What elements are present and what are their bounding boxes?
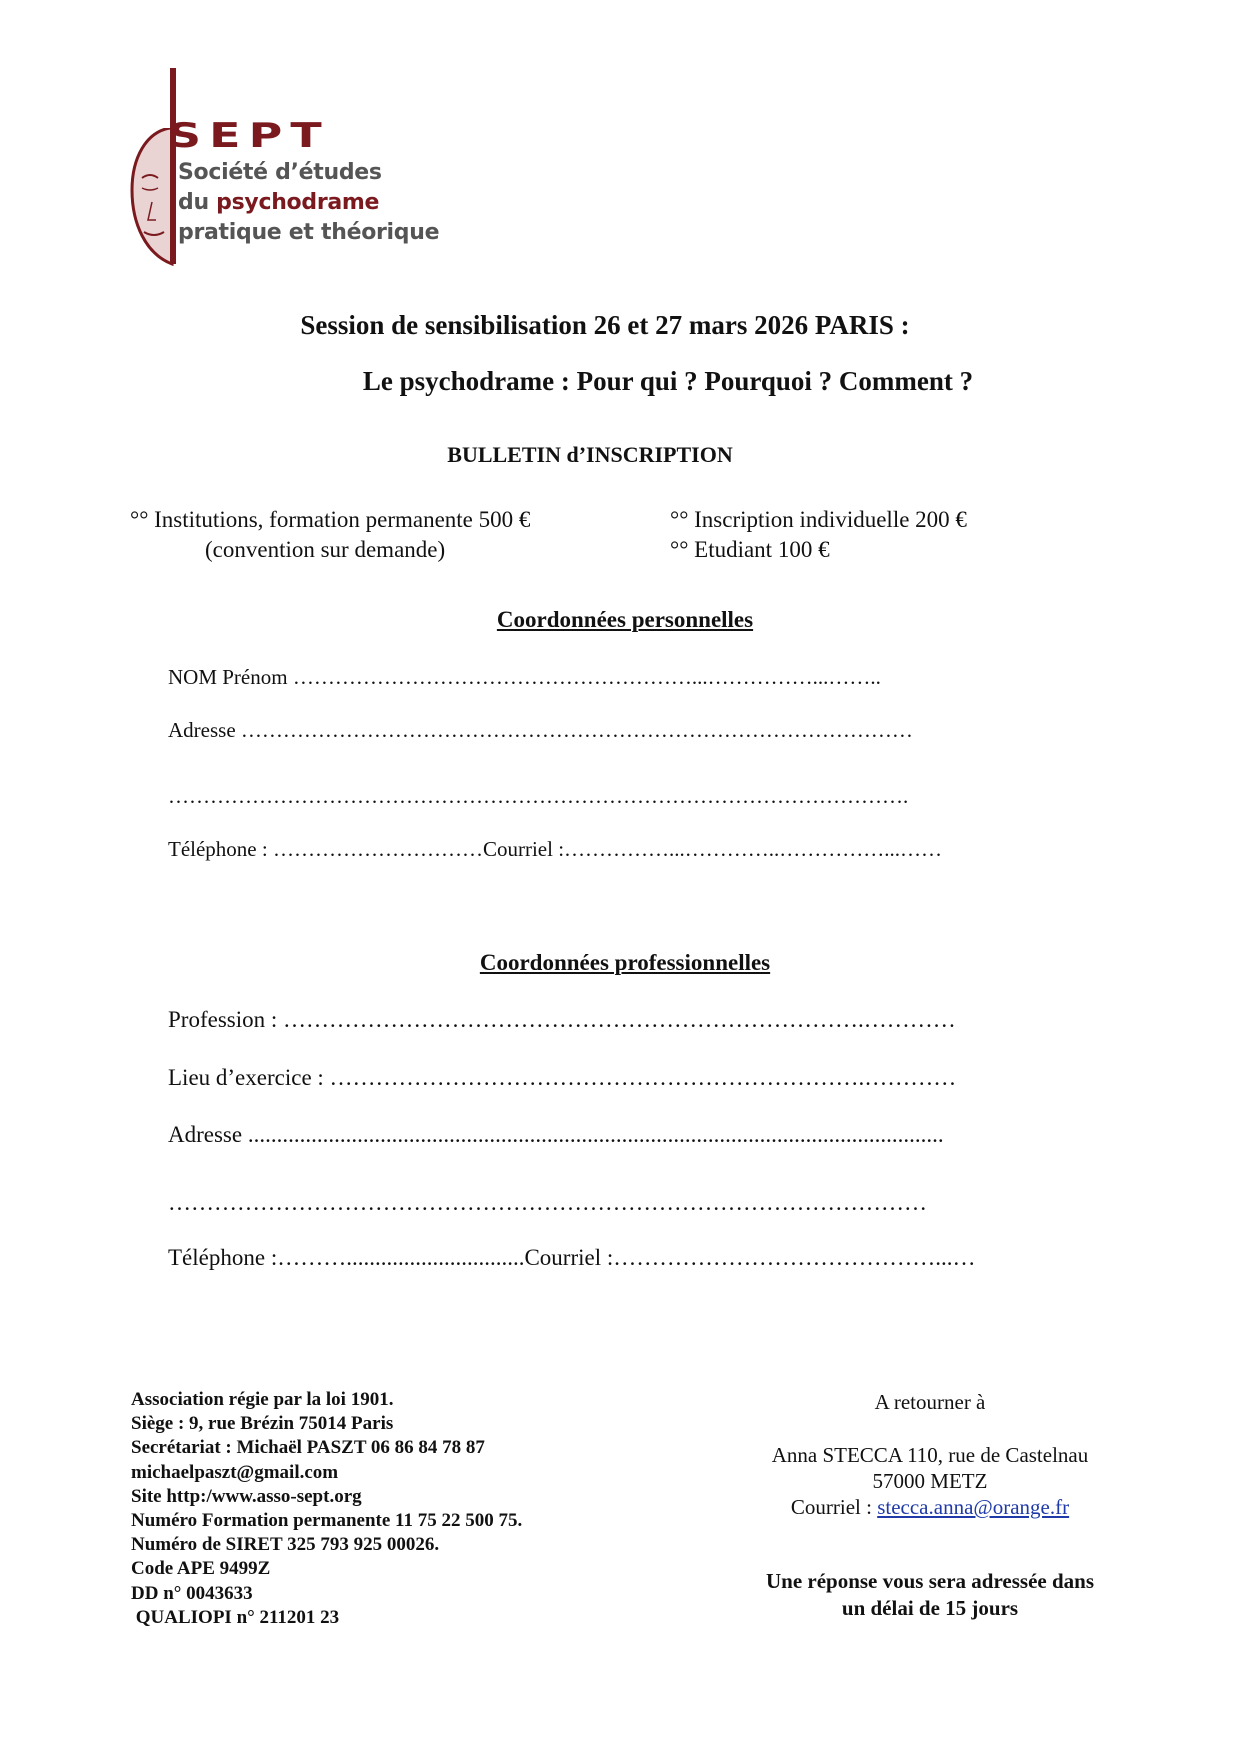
association-line: Site http:/www.asso-sept.org [131,1485,362,1507]
workplace-field[interactable]: Lieu d’exercice : …………………………………………………………….………… [168,1065,957,1090]
logo-line-3: pratique et théorique [178,220,440,245]
association-line: Numéro de SIRET 325 793 925 00026. [131,1534,440,1556]
phone-email-field[interactable]: Téléphone : …………………………Courriel :……………...…………..……………...…… [168,837,943,861]
pro-phone-email-field[interactable]: Téléphone :………...............................Courriel :……………………………………...… [168,1245,976,1270]
response-line-1: Une réponse vous sera adressée dans [765,1569,1095,1593]
logo-line-2: du psychodrame [178,190,380,215]
recipient-email: Courriel : stecca.anna@orange.fr [790,1495,1070,1519]
session-subtitle: Le psychodrame : Pour qui ? Pourquoi ? Comment ? [362,366,974,396]
price-institutions-note: (convention sur demande) [205,537,446,562]
association-line: Secrétariat : Michaël PASZT 06 86 84 78 87 [131,1437,485,1459]
pro-address-field[interactable]: Adresse ......................................................................................................................... [168,1122,944,1147]
session-title: Session de sensibilisation 26 et 27 mars 2026 PARIS : [300,310,910,340]
association-line: DD n° 0043633 [131,1582,253,1604]
price-institutions: °° Institutions, formation permanente 500 € [130,507,531,532]
association-line: Association régie par la loi 1901. [131,1389,394,1410]
address-field-2[interactable]: ……………………………………………………………………………………………. [168,784,909,808]
address-field[interactable]: Adresse …………………………………………………………………………………… [168,718,913,742]
association-line: michaelpaszt@gmail.com [131,1461,339,1483]
price-individual: °° Inscription individuelle 200 € [670,507,967,532]
recipient-city: 57000 METZ [872,1469,988,1493]
logo-accent: psychodrame [216,190,380,215]
logo-line-1: Société d’études [178,160,382,185]
email-link[interactable]: stecca.anna@orange.fr [877,1495,1070,1519]
sept-logo [128,68,448,268]
professional-section-title: Coordonnées professionnelles [479,950,771,975]
response-notice [730,1568,1130,1622]
pro-address-field-2[interactable]: ……………………………………………………………………………………… [168,1190,927,1215]
response-line-2: un délai de 15 jours [841,1596,1019,1620]
association-info [131,1388,522,1630]
personal-section-title: Coordonnées personnelles [496,607,754,632]
association-line: Siège : 9, rue Brézin 75014 Paris [131,1413,394,1435]
logo-bar [170,68,176,264]
association-line: QUALIOPI n° 211201 23 [131,1606,340,1628]
association-line: Code APE 9499Z [131,1558,271,1580]
name-field[interactable]: NOM Prénom …………………………………………………...……………...…….. [168,665,881,689]
logo-word: SEPT [168,116,330,156]
form-title: BULLETIN d’INSCRIPTION [447,442,733,467]
return-to-label: A retourner à [874,1390,986,1414]
association-line: Numéro Formation permanente 11 75 22 500 75. [131,1510,523,1532]
profession-field[interactable]: Profession : ………………………………………………………………….………… [168,1007,956,1032]
price-student: °° Etudiant 100 € [670,537,830,562]
recipient-name: Anna STECCA 110, rue de Castelnau [771,1443,1089,1467]
